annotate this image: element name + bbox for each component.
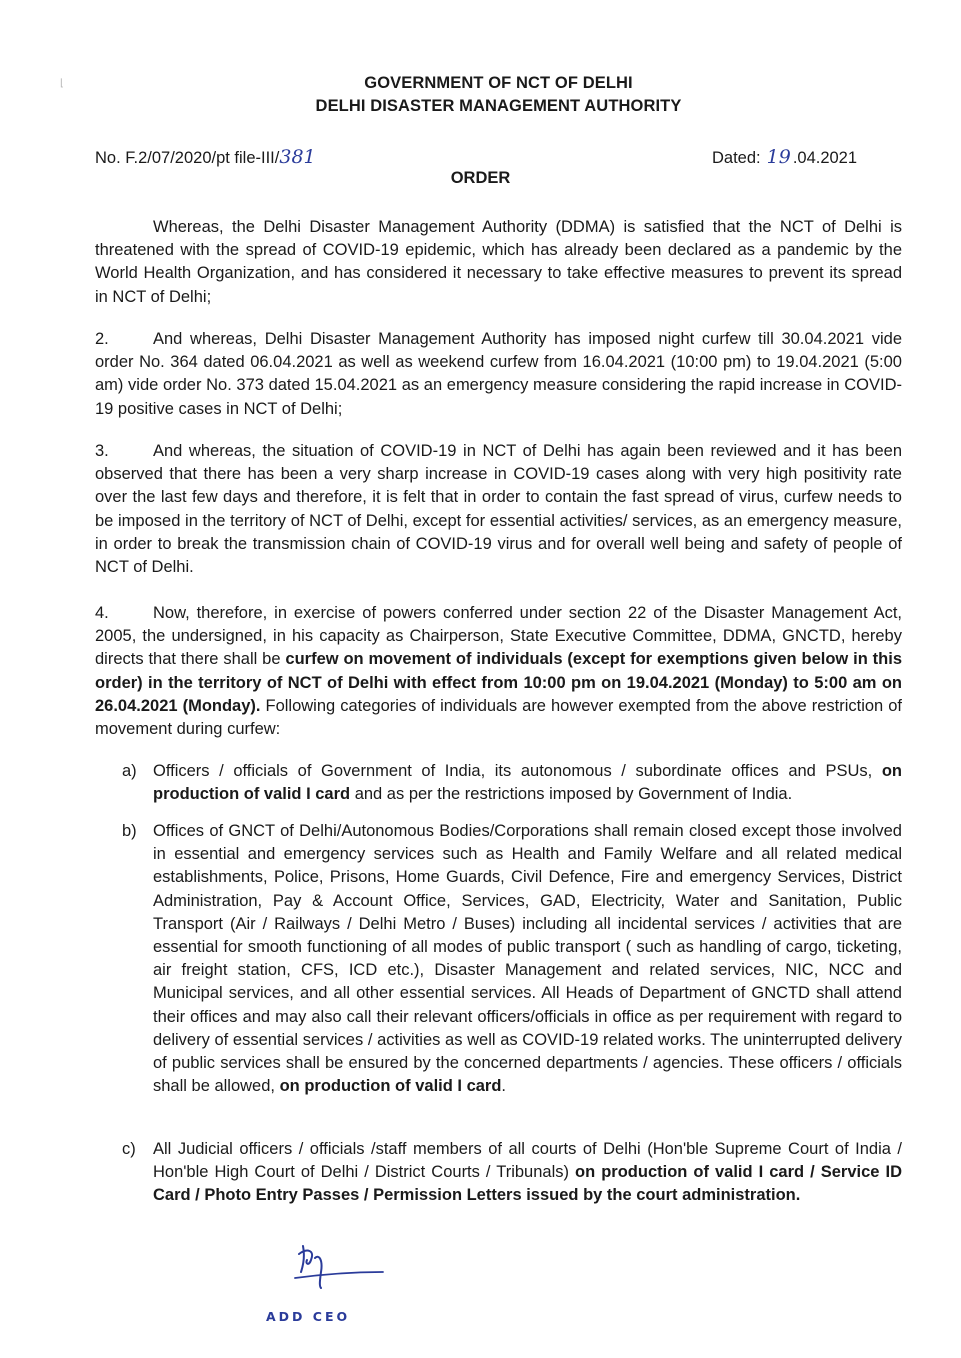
paragraph-4-text-a: Now, therefore, in exercise of powers conferred under section 22 of the Disaster Management Act, 2005, the undersigned, in his capacity as Chairperson, State Executive Committee, DDMA, GNCTD, hereby directs that there shall be bbox=[95, 604, 902, 669]
item-b-text-2: . bbox=[501, 1077, 507, 1096]
paragraph-3-text: And whereas, the situation of COVID-19 in NCT of Delhi has again been reviewed and it has been observed that there has been a very sharp increase in COVID-19 cases along with very high positivity rate over the last few days and therefore, it is felt that in order to contain the fast spread of virus, curfew needs to be imposed in the territory of NCT of Delhi, except for essential activities/ services, as an emergency measure, in order to break the transmission chain of COVID-19 virus and for overall well being and safety of people of NCT of Delhi. bbox=[95, 442, 902, 577]
date-line bbox=[712, 146, 857, 168]
item-c-label: c) bbox=[122, 1140, 136, 1158]
paragraph-1 bbox=[95, 216, 902, 309]
handwritten-day: 19 bbox=[766, 146, 791, 168]
handwritten-reference-number: 381 bbox=[279, 146, 316, 168]
exemption-item-b bbox=[122, 820, 902, 1098]
reference-number bbox=[95, 146, 316, 168]
item-a-text-2: and as per the restrictions imposed by Government of India. bbox=[350, 785, 793, 804]
exemption-item-c bbox=[122, 1138, 902, 1208]
paragraph-3 bbox=[95, 440, 902, 579]
item-a-label: a) bbox=[122, 762, 137, 780]
item-c-bold: on production of valid I card / Service ID Card / Photo Entry Passes / Permission Letters issued by the court administration. bbox=[153, 1163, 902, 1205]
paragraph-4-curfew-bold: curfew on movement of individuals (except for exemptions given below in this order) in the territory of NCT of Delhi with effect from 10:00 pm on 19.04.2021 (Monday) to 5:00 am on 26.04.2021 (Monday). bbox=[95, 650, 902, 715]
item-b-bold: on production of valid I card bbox=[279, 1077, 502, 1096]
paragraph-2-text: And whereas, Delhi Disaster Management Authority has imposed night curfew till 30.04.2021 vide order No. 364 dated 06.04.2021 as well as weekend curfew from 16.04.2021 (10:00 pm) to 19.04.2021 (5:00 am) vide order No. 373 dated 15.04.2021 as an emergency measure considering the rapid increase in COVID-19 positive cases in NCT of Delhi; bbox=[95, 330, 902, 418]
header-authority: DELHI DISASTER MANAGEMENT AUTHORITY bbox=[315, 97, 682, 115]
dated-label: Dated: bbox=[712, 149, 761, 167]
paragraph-1-text: Whereas, the Delhi Disaster Management Authority (DDMA) is satisfied that the NCT of Delhi is threatened with the spread of COVID-19 epidemic, which has already been declared as a pandemic by the World Health Organization, and has considered it necessary to take effective measures to prevent its spread in NCT of Delhi; bbox=[95, 218, 902, 306]
exemption-item-a bbox=[122, 760, 902, 806]
signatory-designation: ADD CEO bbox=[266, 1309, 351, 1324]
header-government: GOVERNMENT OF NCT OF DELHI bbox=[364, 74, 633, 92]
item-a-bold: on production of valid I card bbox=[153, 762, 902, 804]
paragraph-2-number: 2. bbox=[95, 330, 109, 348]
item-b-text-1: Offices of GNCT of Delhi/Autonomous Bodies/Corporations shall remain closed except those involved in essential and emergency services such as Health and Family Welfare and all related medical establishments, Police, Prisons, Home Guards, Civil Defence, Fire and emergency Services, District Administration, Pay & Account Office, Services, GAD, Electricity, Water and Sanitation, Public Transport (Air / Railways / Delhi Metro / Buses) including all incidental services / activities that are essential for smooth functioning of all modes of public transport ( such as handling of cargo, ticketing, air freight station, CFS, ICD etc.), Disaster Management and related services, NIC, NCC and Municipal services, and all other essential services. All Heads of Department of GNCTD shall attend their offices and may also call their relevant officers/officials in office as per requirement with regard to delivery of essential services / activities as well as COVID-19 related works. The uninterrupted delivery of public services shall be ensured by the concerned departments / agencies. These officers / officials shall be allowed, bbox=[153, 822, 902, 1096]
item-c-text-1: All Judicial officers / officials /staff members of all courts of Delhi (Hon'ble Supreme Court of India / Hon'ble High Court of Delhi / District Courts / Tribunals) bbox=[153, 1140, 902, 1182]
item-b-label: b) bbox=[122, 822, 137, 840]
paragraph-2 bbox=[95, 328, 902, 421]
reference-label: No. F.2/07/2020/pt file-III/ bbox=[95, 149, 280, 167]
dated-rest: .04.2021 bbox=[792, 149, 858, 167]
signature-image bbox=[285, 1238, 395, 1296]
paragraph-3-number: 3. bbox=[95, 442, 109, 460]
paragraph-4-text-b: Following categories of individuals are however exempted from the above restriction of movement during curfew: bbox=[95, 696, 902, 739]
scan-mark: ⌊ bbox=[60, 78, 64, 89]
paragraph-4-number: 4. bbox=[95, 604, 109, 622]
document-title: ORDER bbox=[450, 169, 511, 187]
paragraph-4 bbox=[95, 602, 902, 741]
item-a-text-1: Officers / officials of Government of India, its autonomous / subordinate offices and PSUs, bbox=[153, 762, 882, 780]
